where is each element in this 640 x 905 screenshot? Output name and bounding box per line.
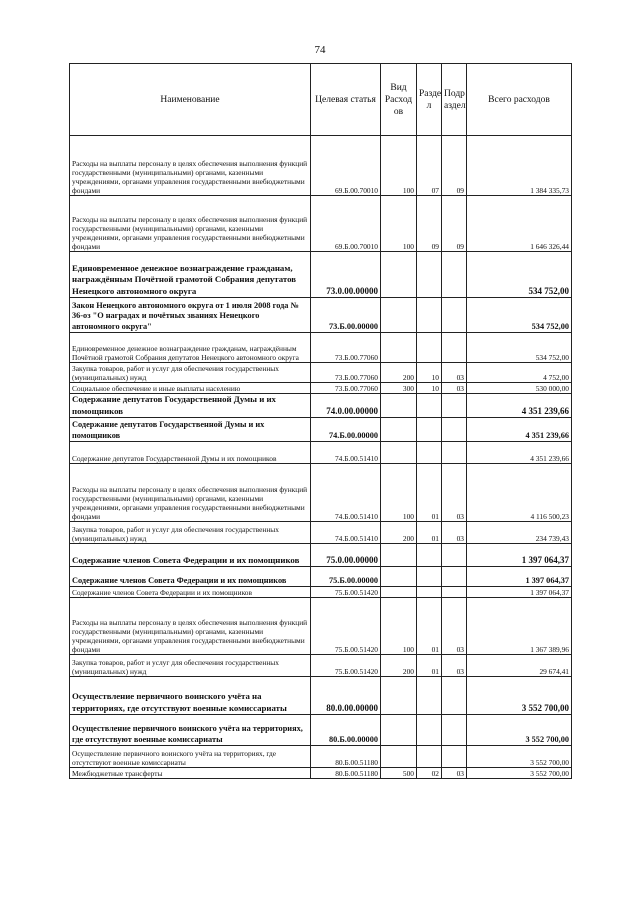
table-row — [70, 383, 572, 394]
row-expense-type: 100 — [381, 136, 417, 196]
row-section — [417, 418, 442, 442]
row-amount: 1 384 335,73 — [467, 136, 572, 196]
row-subsection: 03 — [442, 464, 467, 522]
row-amount: 3 552 700,00 — [467, 768, 572, 779]
row-section: 10 — [417, 383, 442, 394]
row-target-article: 73.Б.00.77060 — [311, 363, 381, 383]
row-expense-type: 100 — [381, 598, 417, 655]
row-section: 01 — [417, 522, 442, 544]
header-expense-type: Вид Расход ов — [381, 64, 417, 136]
row-name: Содержание депутатов Государственной Думы и их помощников — [70, 394, 311, 418]
table-row — [70, 136, 572, 196]
table-row — [70, 587, 572, 598]
row-subsection: 03 — [442, 655, 467, 677]
row-subsection — [442, 394, 467, 418]
row-target-article: 74.Б.00.51410 — [311, 522, 381, 544]
row-target-article: 75.Б.00.00000 — [311, 567, 381, 587]
row-target-article: 75.0.00.00000 — [311, 544, 381, 567]
table-row — [70, 522, 572, 544]
table-row — [70, 544, 572, 567]
row-subsection — [442, 567, 467, 587]
row-amount: 1 397 064,37 — [467, 544, 572, 567]
header-subsection: Подр аздел — [442, 64, 467, 136]
table-header-row — [70, 64, 572, 136]
row-name: Осуществление первичного воинского учёта на территориях, где отсутствуют военные комиссариаты — [70, 677, 311, 715]
row-expense-type — [381, 567, 417, 587]
row-expense-type: 200 — [381, 522, 417, 544]
row-subsection: 03 — [442, 383, 467, 394]
row-target-article: 74.Б.00.51410 — [311, 442, 381, 464]
header-total: Всего расходов — [467, 64, 572, 136]
row-target-article: 73.0.00.00000 — [311, 252, 381, 298]
row-amount: 4 116 500,23 — [467, 464, 572, 522]
row-target-article: 73.Б.00.77060 — [311, 333, 381, 363]
row-expense-type: 200 — [381, 655, 417, 677]
row-section: 01 — [417, 655, 442, 677]
row-section — [417, 544, 442, 567]
table-row — [70, 196, 572, 252]
row-amount: 1 367 389,96 — [467, 598, 572, 655]
table-row — [70, 677, 572, 715]
row-expense-type — [381, 394, 417, 418]
row-amount: 234 739,43 — [467, 522, 572, 544]
row-name: Содержание членов Совета Федерации и их помощников — [70, 587, 311, 598]
page-number: 74 — [314, 44, 326, 56]
row-subsection — [442, 252, 467, 298]
row-target-article: 75.Б.00.51420 — [311, 587, 381, 598]
row-expense-type — [381, 677, 417, 715]
row-amount: 4 351 239,66 — [467, 418, 572, 442]
row-subsection — [442, 298, 467, 333]
row-expense-type — [381, 746, 417, 768]
row-target-article: 80.Б.00.00000 — [311, 715, 381, 746]
row-target-article: 73.Б.00.77060 — [311, 383, 381, 394]
row-subsection — [442, 442, 467, 464]
row-subsection: 03 — [442, 363, 467, 383]
table-row — [70, 298, 572, 333]
row-expense-type — [381, 418, 417, 442]
row-name: Единовременное денежное вознаграждение гражданам, награждённым Почётной грамотой Собрания депутатов Ненецкого автономного округа — [70, 333, 311, 363]
row-expense-type — [381, 298, 417, 333]
row-target-article: 80.Б.00.51180 — [311, 768, 381, 779]
row-section — [417, 394, 442, 418]
row-name: Осуществление первичного воинского учёта на территориях, где отсутствуют военные комиссариаты — [70, 746, 311, 768]
row-target-article: 69.Б.00.70010 — [311, 136, 381, 196]
row-expense-type: 100 — [381, 464, 417, 522]
row-subsection: 03 — [442, 768, 467, 779]
row-amount: 1 646 326,44 — [467, 196, 572, 252]
row-name: Закупка товаров, работ и услуг для обеспечения государственных (муниципальных) нужд — [70, 655, 311, 677]
row-section — [417, 746, 442, 768]
row-name: Расходы на выплаты персоналу в целях обеспечения выполнения функций государственными (муниципальными) органами, казенными учреждениями, органами управления государственными внебюджетными фондами — [70, 136, 311, 196]
row-section — [417, 298, 442, 333]
table-row — [70, 363, 572, 383]
row-target-article: 74.Б.00.00000 — [311, 418, 381, 442]
table-row — [70, 464, 572, 522]
row-section: 01 — [417, 464, 442, 522]
row-subsection: 09 — [442, 196, 467, 252]
row-amount: 534 752,00 — [467, 298, 572, 333]
row-name: Закупка товаров, работ и услуг для обеспечения государственных (муниципальных) нужд — [70, 522, 311, 544]
header-name: Наименование — [70, 64, 311, 136]
row-name: Социальное обеспечение и иные выплаты населению — [70, 383, 311, 394]
table-row — [70, 746, 572, 768]
row-section — [417, 252, 442, 298]
row-section: 09 — [417, 196, 442, 252]
row-name: Межбюджетные трансферты — [70, 768, 311, 779]
row-amount: 4 752,00 — [467, 363, 572, 383]
table-row — [70, 598, 572, 655]
row-amount: 1 397 064,37 — [467, 567, 572, 587]
row-target-article: 80.0.00.00000 — [311, 677, 381, 715]
table-row — [70, 252, 572, 298]
row-amount: 29 674,41 — [467, 655, 572, 677]
row-name: Содержание депутатов Государственной Думы и их помощников — [70, 442, 311, 464]
row-expense-type: 500 — [381, 768, 417, 779]
row-amount: 4 351 239,66 — [467, 394, 572, 418]
budget-table — [69, 63, 572, 779]
row-amount: 3 552 700,00 — [467, 677, 572, 715]
row-section — [417, 715, 442, 746]
row-subsection — [442, 544, 467, 567]
row-expense-type — [381, 587, 417, 598]
table-row — [70, 655, 572, 677]
table-row — [70, 768, 572, 779]
table-row — [70, 442, 572, 464]
row-name: Расходы на выплаты персоналу в целях обеспечения выполнения функций государственными (муниципальными) органами, казенными учреждениями, органами управления государственными внебюджетными фондами — [70, 196, 311, 252]
row-section: 10 — [417, 363, 442, 383]
table-row — [70, 715, 572, 746]
row-subsection — [442, 677, 467, 715]
row-subsection — [442, 333, 467, 363]
row-amount: 534 752,00 — [467, 333, 572, 363]
row-name: Расходы на выплаты персоналу в целях обеспечения выполнения функций государственными (муниципальными) органами, казенными учреждениями, органами управления государственными внебюджетными фондами — [70, 598, 311, 655]
row-section — [417, 587, 442, 598]
row-target-article: 75.Б.00.51420 — [311, 598, 381, 655]
row-subsection: 03 — [442, 598, 467, 655]
row-amount: 4 351 239,66 — [467, 442, 572, 464]
header-section: Разде л — [417, 64, 442, 136]
row-expense-type: 300 — [381, 383, 417, 394]
row-target-article: 74.Б.00.51410 — [311, 464, 381, 522]
row-expense-type — [381, 715, 417, 746]
row-amount: 1 397 064,37 — [467, 587, 572, 598]
row-name: Закупка товаров, работ и услуг для обеспечения государственных (муниципальных) нужд — [70, 363, 311, 383]
row-name: Единовременное денежное вознаграждение гражданам, награждённым Почётной грамотой Собрания депутатов Ненецкого автономного округа — [70, 252, 311, 298]
row-subsection — [442, 715, 467, 746]
row-target-article: 73.Б.00.00000 — [311, 298, 381, 333]
table-row — [70, 418, 572, 442]
table-row — [70, 333, 572, 363]
row-section: 01 — [417, 598, 442, 655]
row-subsection: 03 — [442, 522, 467, 544]
row-name: Осуществление первичного воинского учёта на территориях, где отсутствуют военные комиссариаты — [70, 715, 311, 746]
row-expense-type: 100 — [381, 196, 417, 252]
row-name: Закон Ненецкого автономного округа от 1 июля 2008 года № 36-оз "О наградах и почётных званиях Ненецкого автономного округа" — [70, 298, 311, 333]
row-amount: 534 752,00 — [467, 252, 572, 298]
row-target-article: 74.0.00.00000 — [311, 394, 381, 418]
row-name: Расходы на выплаты персоналу в целях обеспечения выполнения функций государственными (муниципальными) органами, казенными учреждениями, органами управления государственными внебюджетными фондами — [70, 464, 311, 522]
row-section — [417, 442, 442, 464]
row-expense-type — [381, 544, 417, 567]
table-body — [70, 136, 572, 779]
row-name: Содержание членов Совета Федерации и их помощников — [70, 567, 311, 587]
row-target-article: 69.Б.00.70010 — [311, 196, 381, 252]
row-expense-type — [381, 442, 417, 464]
row-target-article: 80.Б.00.51180 — [311, 746, 381, 768]
row-section — [417, 333, 442, 363]
row-section — [417, 567, 442, 587]
row-amount: 3 552 700,00 — [467, 746, 572, 768]
row-subsection — [442, 587, 467, 598]
row-section — [417, 677, 442, 715]
row-section: 07 — [417, 136, 442, 196]
row-name: Содержание членов Совета Федерации и их помощников — [70, 544, 311, 567]
row-name: Содержание депутатов Государственной Думы и их помощников — [70, 418, 311, 442]
row-subsection: 09 — [442, 136, 467, 196]
row-expense-type — [381, 333, 417, 363]
row-expense-type — [381, 252, 417, 298]
row-amount: 3 552 700,00 — [467, 715, 572, 746]
row-target-article: 75.Б.00.51420 — [311, 655, 381, 677]
table-row — [70, 567, 572, 587]
row-subsection — [442, 746, 467, 768]
row-amount: 530 000,00 — [467, 383, 572, 394]
row-section: 02 — [417, 768, 442, 779]
row-subsection — [442, 418, 467, 442]
header-target-article: Целевая статья — [311, 64, 381, 136]
row-expense-type: 200 — [381, 363, 417, 383]
table-row — [70, 394, 572, 418]
